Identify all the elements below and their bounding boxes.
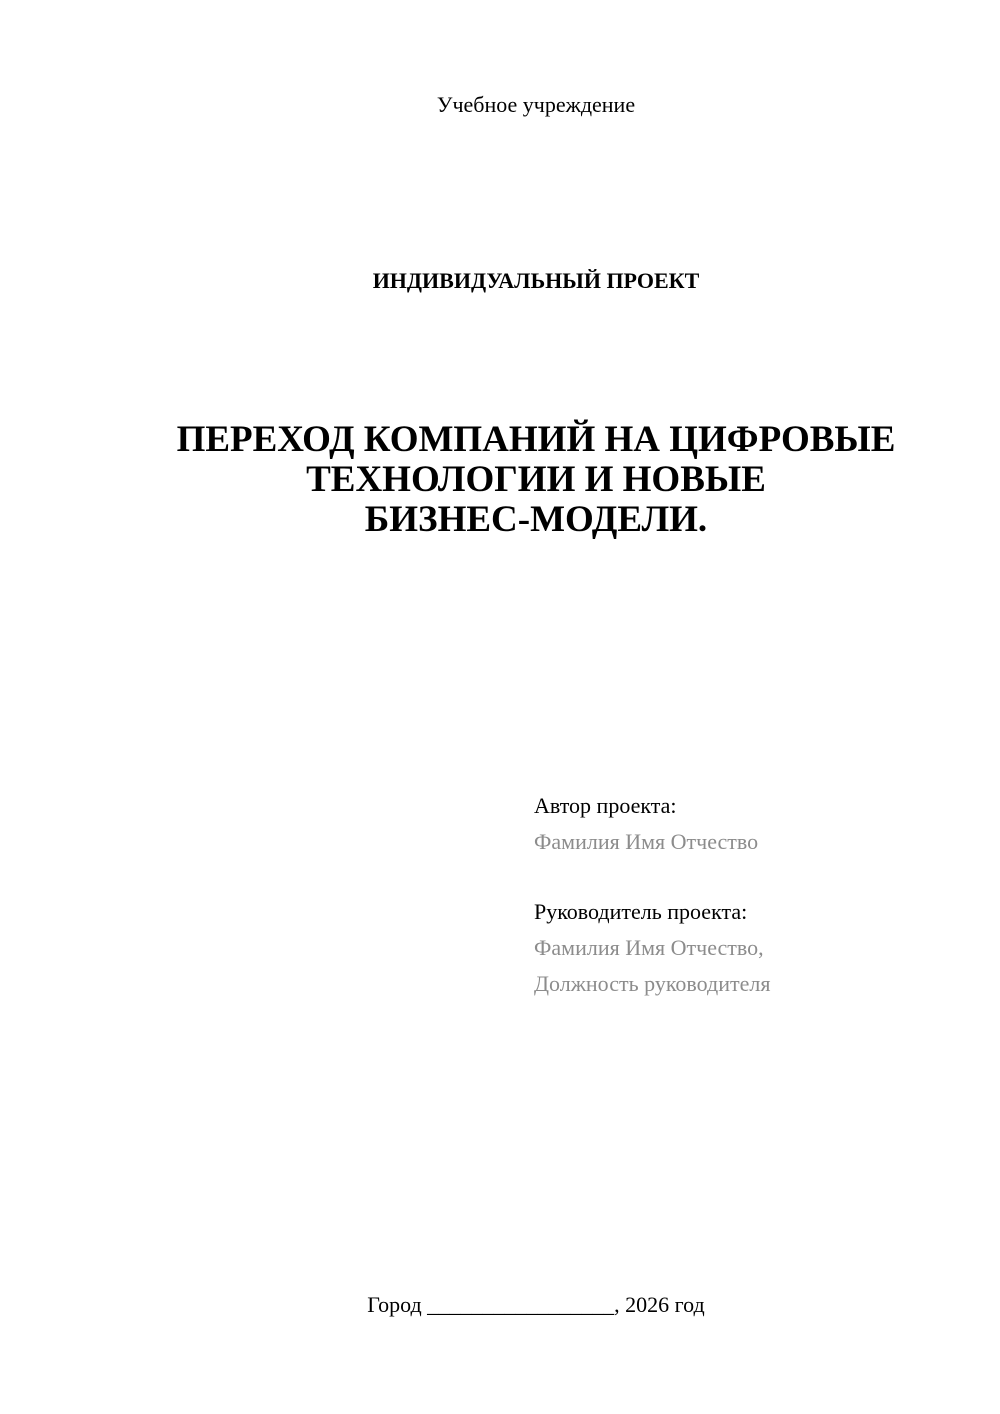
author-label: Автор проекта: [534, 793, 677, 818]
supervisor-position-placeholder: Должность руководителя [534, 971, 771, 996]
project-title [120, 420, 952, 540]
city-year-line: Город _________________, 2026 год [367, 1292, 705, 1317]
people-spacer [534, 860, 974, 894]
project-people-block [534, 788, 974, 1002]
project-title-line-1: ПЕРЕХОД КОМПАНИЙ НА ЦИФРОВЫЕ [176, 419, 896, 460]
author-name-placeholder: Фамилия Имя Отчество [534, 829, 759, 854]
institution-name: Учебное учреждение [436, 92, 636, 117]
project-title-line-3: БИЗНЕС-МОДЕЛИ. [364, 499, 708, 540]
project-title-line-2: ТЕХНОЛОГИИ И НОВЫЕ [306, 459, 766, 500]
supervisor-label: Руководитель проекта: [534, 899, 748, 924]
supervisor-name-placeholder: Фамилия Имя Отчество, [534, 935, 764, 960]
project-type-heading: ИНДИВИДУАЛЬНЫЙ ПРОЕКТ [372, 268, 700, 293]
